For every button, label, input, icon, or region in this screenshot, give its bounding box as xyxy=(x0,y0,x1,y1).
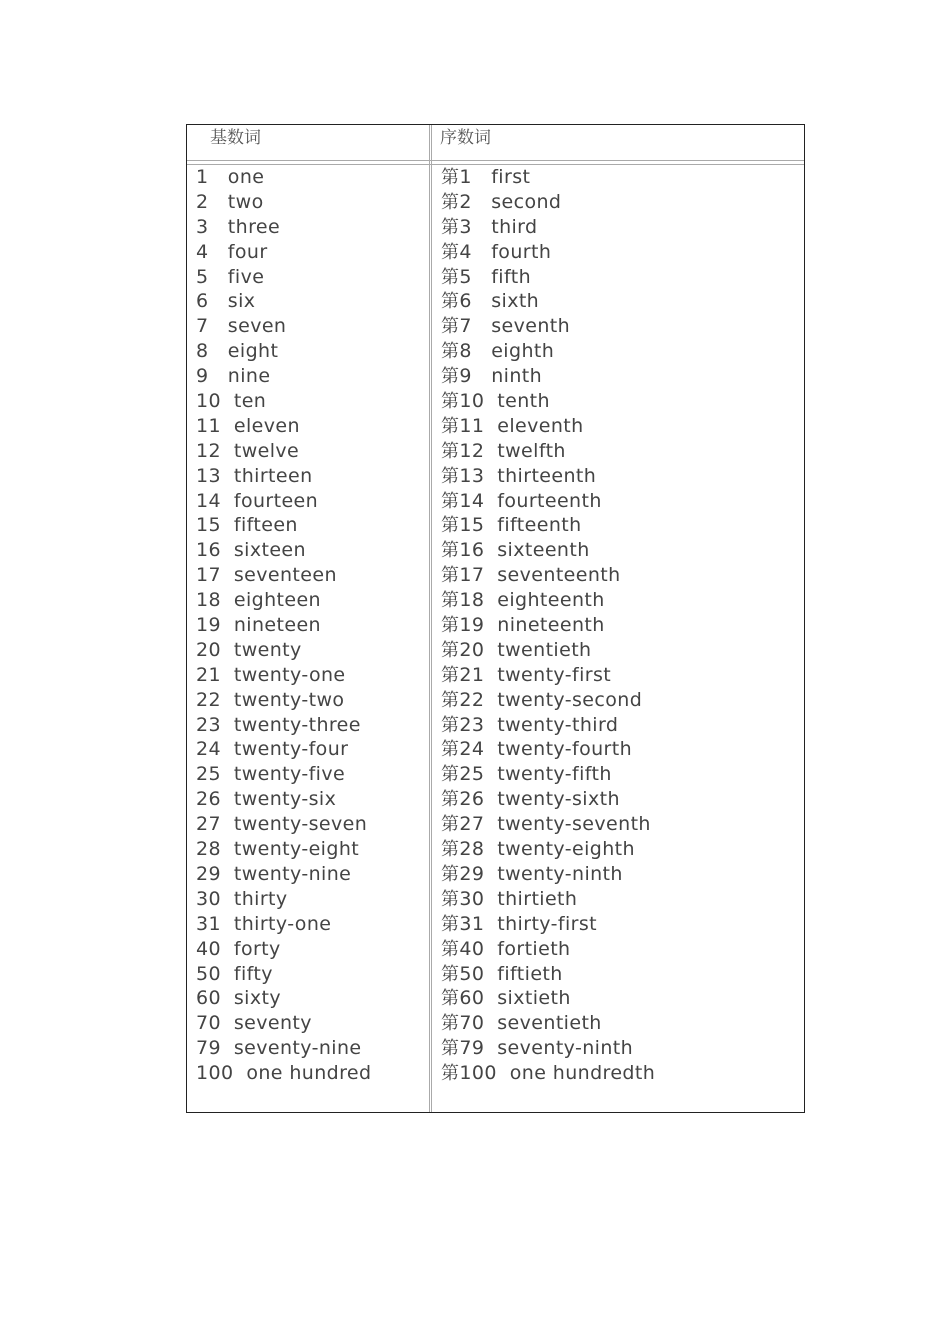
cardinal-item: 6 six xyxy=(196,290,256,313)
cardinal-item: 3 three xyxy=(196,215,281,238)
ordinal-item xyxy=(441,513,655,538)
cardinal-item: 50 fifty xyxy=(196,962,273,985)
ordinal-text: 9 ninth xyxy=(459,365,543,388)
ordinal-item xyxy=(441,364,655,389)
ordinal-text: 21 twenty-first xyxy=(459,663,612,686)
ordinal-item xyxy=(441,165,655,190)
ordinal-prefix: 第 xyxy=(441,888,460,910)
ordinal-item xyxy=(441,1011,655,1036)
ordinal-prefix: 第 xyxy=(441,515,460,537)
ordinal-prefix: 第 xyxy=(441,615,460,637)
ordinal-prefix: 第 xyxy=(441,291,460,313)
ordinal-text: 29 twenty-ninth xyxy=(459,862,623,885)
ordinal-text: 12 twelfth xyxy=(459,439,566,462)
ordinal-text: 20 twentieth xyxy=(459,638,592,661)
ordinal-prefix: 第 xyxy=(441,266,460,288)
cardinal-item: 22 twenty-two xyxy=(196,688,345,711)
ordinal-text: 7 seventh xyxy=(459,315,571,338)
ordinal-prefix: 第 xyxy=(441,938,460,960)
cardinal-item: 4 four xyxy=(196,240,268,263)
ordinal-item xyxy=(441,464,655,489)
cardinal-item: 79 seventy-nine xyxy=(196,1037,362,1060)
cardinal-item: 8 eight xyxy=(196,340,279,363)
ordinal-item xyxy=(441,240,655,265)
ordinal-text: 27 twenty-seventh xyxy=(459,813,651,836)
ordinal-item xyxy=(441,812,655,837)
cardinal-item: 21 twenty-one xyxy=(196,663,346,686)
ordinal-prefix: 第 xyxy=(441,391,460,413)
ordinal-prefix: 第 xyxy=(441,639,460,661)
ordinal-text: 8 eighth xyxy=(459,340,555,363)
cardinal-item: 20 twenty xyxy=(196,638,302,661)
ordinal-prefix: 第 xyxy=(441,1013,460,1035)
ordinal-prefix: 第 xyxy=(441,167,460,188)
ordinal-item xyxy=(441,389,655,414)
ordinal-text: 30 thirtieth xyxy=(459,887,578,910)
ordinal-prefix: 第 xyxy=(441,739,460,761)
cardinal-item: 30 thirty xyxy=(196,887,288,910)
ordinal-item xyxy=(441,713,655,738)
ordinal-prefix: 第 xyxy=(441,913,460,935)
ordinal-prefix: 第 xyxy=(441,814,460,836)
cardinal-item: 1 one xyxy=(196,166,265,188)
ordinal-item xyxy=(441,265,655,290)
ordinal-text: 100 one hundredth xyxy=(459,1062,656,1085)
ordinal-item xyxy=(441,912,655,937)
cardinal-item: 25 twenty-five xyxy=(196,763,346,786)
ordinal-text: 70 seventieth xyxy=(459,1012,602,1035)
column-divider xyxy=(429,125,432,1112)
ordinal-prefix: 第 xyxy=(441,764,460,786)
cardinal-item: 27 twenty-seven xyxy=(196,813,368,836)
cardinal-item: 40 forty xyxy=(196,937,281,960)
ordinal-item xyxy=(441,663,655,688)
cardinal-item: 16 sixteen xyxy=(196,539,306,562)
ordinal-text: 79 seventy-ninth xyxy=(459,1037,634,1060)
ordinal-text: 60 sixtieth xyxy=(459,987,571,1010)
ordinal-text: 19 nineteenth xyxy=(459,614,605,637)
cardinal-item: 2 two xyxy=(196,190,264,213)
cardinal-item: 7 seven xyxy=(196,315,287,338)
ordinal-item xyxy=(441,787,655,812)
cardinal-item: 9 nine xyxy=(196,365,271,388)
ordinal-text: 3 third xyxy=(459,215,538,238)
ordinal-item xyxy=(441,638,655,663)
cardinal-item: 60 sixty xyxy=(196,987,281,1010)
ordinal-item xyxy=(441,414,655,439)
ordinal-prefix: 第 xyxy=(441,490,460,512)
ordinal-prefix: 第 xyxy=(441,341,460,363)
ordinal-text: 24 twenty-fourth xyxy=(459,738,633,761)
ordinal-prefix: 第 xyxy=(441,191,460,213)
ordinal-item xyxy=(441,762,655,787)
ordinal-prefix: 第 xyxy=(441,316,460,338)
ordinal-item xyxy=(441,588,655,613)
ordinal-text: 1 first xyxy=(459,166,531,188)
ordinal-text: 22 twenty-second xyxy=(459,688,643,711)
ordinal-text: 4 fourth xyxy=(459,240,552,263)
cardinal-item: 5 five xyxy=(196,265,265,288)
ordinal-text: 2 second xyxy=(459,190,562,213)
ordinal-text: 23 twenty-third xyxy=(459,713,619,736)
ordinal-item xyxy=(441,439,655,464)
ordinal-item xyxy=(441,190,655,215)
cardinal-item: 17 seventeen xyxy=(196,564,337,587)
ordinal-prefix: 第 xyxy=(441,689,460,711)
cardinal-item: 15 fifteen xyxy=(196,514,298,537)
ordinal-text: 31 thirty-first xyxy=(459,912,597,935)
ordinal-item xyxy=(441,1061,655,1086)
ordinal-prefix: 第 xyxy=(441,366,460,388)
ordinal-prefix: 第 xyxy=(441,540,460,562)
ordinal-prefix: 第 xyxy=(441,714,460,736)
ordinal-item xyxy=(441,837,655,862)
ordinal-item xyxy=(441,986,655,1011)
cardinal-item: 29 twenty-nine xyxy=(196,862,352,885)
header-ordinal: 序数词 xyxy=(440,128,491,148)
ordinal-text: 10 tenth xyxy=(459,390,550,413)
cardinal-item: 24 twenty-four xyxy=(196,738,349,761)
ordinal-text: 13 thirteenth xyxy=(459,464,597,487)
ordinal-text: 18 eighteenth xyxy=(459,589,605,612)
ordinal-item xyxy=(441,339,655,364)
ordinal-text: 50 fiftieth xyxy=(459,962,563,985)
ordinal-text: 16 sixteenth xyxy=(459,539,590,562)
number-words-table xyxy=(186,124,805,1113)
cardinal-item: 19 nineteen xyxy=(196,614,321,637)
ordinal-prefix: 第 xyxy=(441,590,460,612)
ordinal-prefix: 第 xyxy=(441,465,460,487)
ordinal-text: 5 fifth xyxy=(459,265,532,288)
ordinal-item xyxy=(441,887,655,912)
cardinal-item: 18 eighteen xyxy=(196,589,321,612)
ordinal-prefix: 第 xyxy=(441,988,460,1010)
cardinal-item: 11 eleven xyxy=(196,414,300,437)
ordinal-text: 25 twenty-fifth xyxy=(459,763,612,786)
cardinal-item: 100 one hundred xyxy=(196,1062,372,1085)
ordinal-text: 28 twenty-eighth xyxy=(459,838,635,861)
ordinal-prefix: 第 xyxy=(441,963,460,985)
ordinal-item xyxy=(441,688,655,713)
cardinal-item: 31 thirty-one xyxy=(196,912,332,935)
ordinal-item xyxy=(441,737,655,762)
ordinal-prefix: 第 xyxy=(441,839,460,861)
ordinal-text: 40 fortieth xyxy=(459,937,571,960)
ordinal-prefix: 第 xyxy=(441,1038,460,1060)
ordinal-prefix: 第 xyxy=(441,1063,460,1085)
ordinal-item xyxy=(441,538,655,563)
cardinal-item: 28 twenty-eight xyxy=(196,838,360,861)
header-cardinal: 基数词 xyxy=(210,128,261,148)
cardinal-item: 26 twenty-six xyxy=(196,788,337,811)
ordinal-item xyxy=(441,962,655,987)
ordinal-item xyxy=(441,937,655,962)
cardinal-item: 10 ten xyxy=(196,390,267,413)
ordinal-prefix: 第 xyxy=(441,789,460,811)
cardinal-list xyxy=(196,165,371,1086)
ordinal-item xyxy=(441,613,655,638)
ordinal-prefix: 第 xyxy=(441,565,460,587)
ordinal-text: 14 fourteenth xyxy=(459,489,602,512)
ordinal-prefix: 第 xyxy=(441,216,460,238)
ordinal-item xyxy=(441,1036,655,1061)
cardinal-item: 12 twelve xyxy=(196,439,300,462)
ordinal-item xyxy=(441,862,655,887)
cardinal-item: 13 thirteen xyxy=(196,464,313,487)
ordinal-prefix: 第 xyxy=(441,664,460,686)
cardinal-item: 70 seventy xyxy=(196,1012,312,1035)
cardinal-item: 23 twenty-three xyxy=(196,713,361,736)
ordinal-item xyxy=(441,563,655,588)
ordinal-text: 6 sixth xyxy=(459,290,540,313)
ordinal-prefix: 第 xyxy=(441,415,460,437)
ordinal-text: 15 fifteenth xyxy=(459,514,582,537)
ordinal-prefix: 第 xyxy=(441,440,460,462)
ordinal-item xyxy=(441,289,655,314)
ordinal-text: 26 twenty-sixth xyxy=(459,788,620,811)
ordinal-item xyxy=(441,489,655,514)
cardinal-item: 14 fourteen xyxy=(196,489,319,512)
ordinal-prefix: 第 xyxy=(441,241,460,263)
ordinal-list xyxy=(441,165,655,1086)
ordinal-item xyxy=(441,314,655,339)
ordinal-item xyxy=(441,215,655,240)
ordinal-text: 17 seventeenth xyxy=(459,564,621,587)
ordinal-prefix: 第 xyxy=(441,863,460,885)
ordinal-text: 11 eleventh xyxy=(459,414,584,437)
